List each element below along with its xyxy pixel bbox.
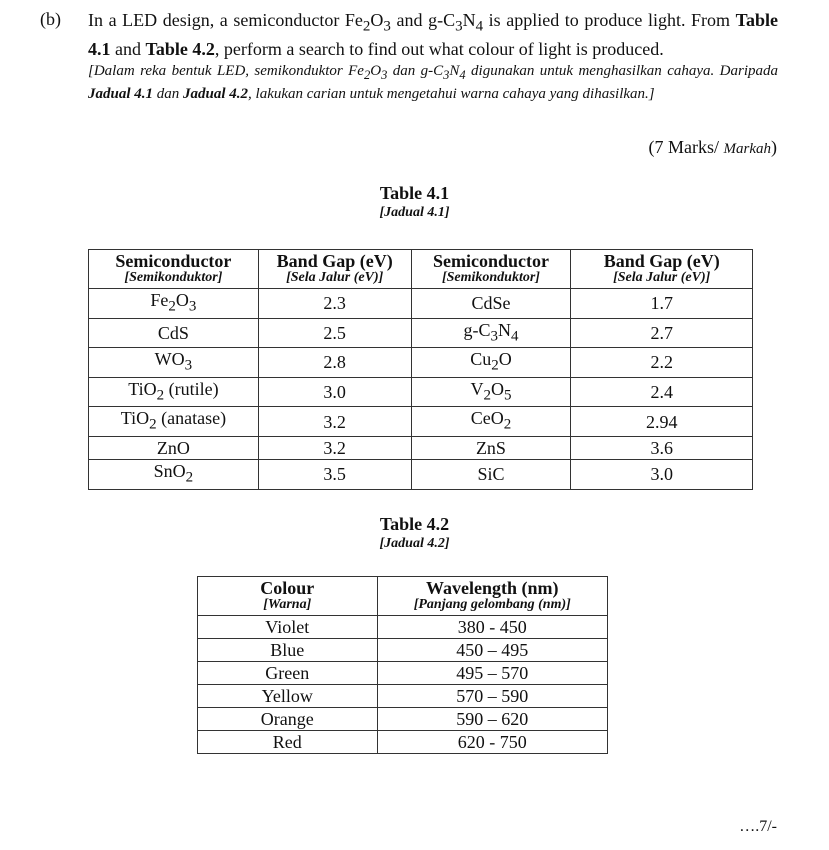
table-row [198,639,608,662]
col-header-band-gap: Band Gap (eV) [Sela Jalur (eV)] [258,250,411,289]
table-row [89,348,753,378]
table-row [89,289,753,319]
band-gap-cell: 3.5 [258,459,411,489]
col-header-wavelength: Wavelength (nm) [Panjang gelombang (nm)] [377,577,607,616]
semiconductor-cell: CeO$_2$ [411,407,571,437]
table-row [89,318,753,348]
colour-cell: Violet [198,616,378,639]
wavelength-cell: 570 – 590 [377,685,607,708]
semiconductor-cell: TiO$_2$ (anatase) [89,407,259,437]
band-gap-cell: 1.7 [571,289,753,319]
wavelength-cell: 590 – 620 [377,708,607,731]
table-row [89,459,753,489]
col-header-colour: Colour [Warna] [198,577,378,616]
band-gap-cell: 2.3 [258,289,411,319]
question-english: In a LED design, a semiconductor $Fe_2O_3$ and $g-C_3N_4$ is applied to produce light. From Table 4.1 and Table 4.2, perform a search to find out what colour of light is produced. [88,10,778,59]
table-row [198,708,608,731]
table-row [198,685,608,708]
question-malay: [Dalam reka bentuk LED, semikonduktor $Fe_2O_3$ dan $g-C_3N_4$ digunakan untuk menghasilkan cahaya. Daripada Jadual 4.1 dan Jadual 4.2, lakukan carian untuk mengetahui warna cahaya yang dihasilkan.] [88,62,778,102]
semiconductor-cell: CdSe [411,289,571,319]
wavelength-cell: 620 - 750 [377,731,607,754]
band-gap-cell: 3.6 [571,436,753,459]
table2-caption: Table 4.2 [Jadual 4.2] [379,514,450,551]
semiconductor-cell: $WO_3$ [89,348,259,378]
colour-cell: Orange [198,708,378,731]
table-4-2 [197,576,608,754]
table-row [89,436,753,459]
colour-cell: Yellow [198,685,378,708]
question-body [88,9,778,104]
col-header-band-gap: Band Gap (eV) [Sela Jalur (eV)] [571,250,753,289]
semiconductor-cell: CdS [89,318,259,348]
band-gap-cell: 2.5 [258,318,411,348]
wavelength-cell: 495 – 570 [377,662,607,685]
semiconductor-cell: ZnO [89,436,259,459]
question-label: (b) [40,9,61,29]
table-4-1 [88,249,753,490]
band-gap-cell: 3.0 [571,459,753,489]
semiconductor-cell: $Cu_2O$ [411,348,571,378]
semiconductor-cell: SnO$_2$ [89,459,259,489]
semiconductor-cell: ZnS [411,436,571,459]
semiconductor-cell: $Fe_2O_3$ [89,289,259,319]
band-gap-cell: 3.2 [258,436,411,459]
colour-cell: Blue [198,639,378,662]
table-row [198,662,608,685]
band-gap-cell: 2.7 [571,318,753,348]
wavelength-cell: 380 - 450 [377,616,607,639]
band-gap-cell: 2.94 [571,407,753,437]
table-row [89,407,753,437]
band-gap-cell: 2.4 [571,377,753,407]
table-row [198,616,608,639]
table1-caption: Table 4.1 [Jadual 4.1] [379,183,450,220]
marks-label: (7 Marks/ Markah) [648,137,777,157]
colour-cell: Red [198,731,378,754]
semiconductor-cell: TiO$_2$ (rutile) [89,377,259,407]
band-gap-cell: 2.2 [571,348,753,378]
colour-cell: Green [198,662,378,685]
band-gap-cell: 2.8 [258,348,411,378]
band-gap-cell: 3.2 [258,407,411,437]
semiconductor-cell: SiC [411,459,571,489]
band-gap-cell: 3.0 [258,377,411,407]
wavelength-cell: 450 – 495 [377,639,607,662]
table-row [198,731,608,754]
table-row [89,377,753,407]
col-header-semiconductor: Semiconductor [Semikonduktor] [89,250,259,289]
semiconductor-cell: $g-C_3N_4$ [411,318,571,348]
col-header-semiconductor: Semiconductor [Semikonduktor] [411,250,571,289]
page-continuation: ….7/- [739,818,777,835]
semiconductor-cell: $V_2O_5$ [411,377,571,407]
